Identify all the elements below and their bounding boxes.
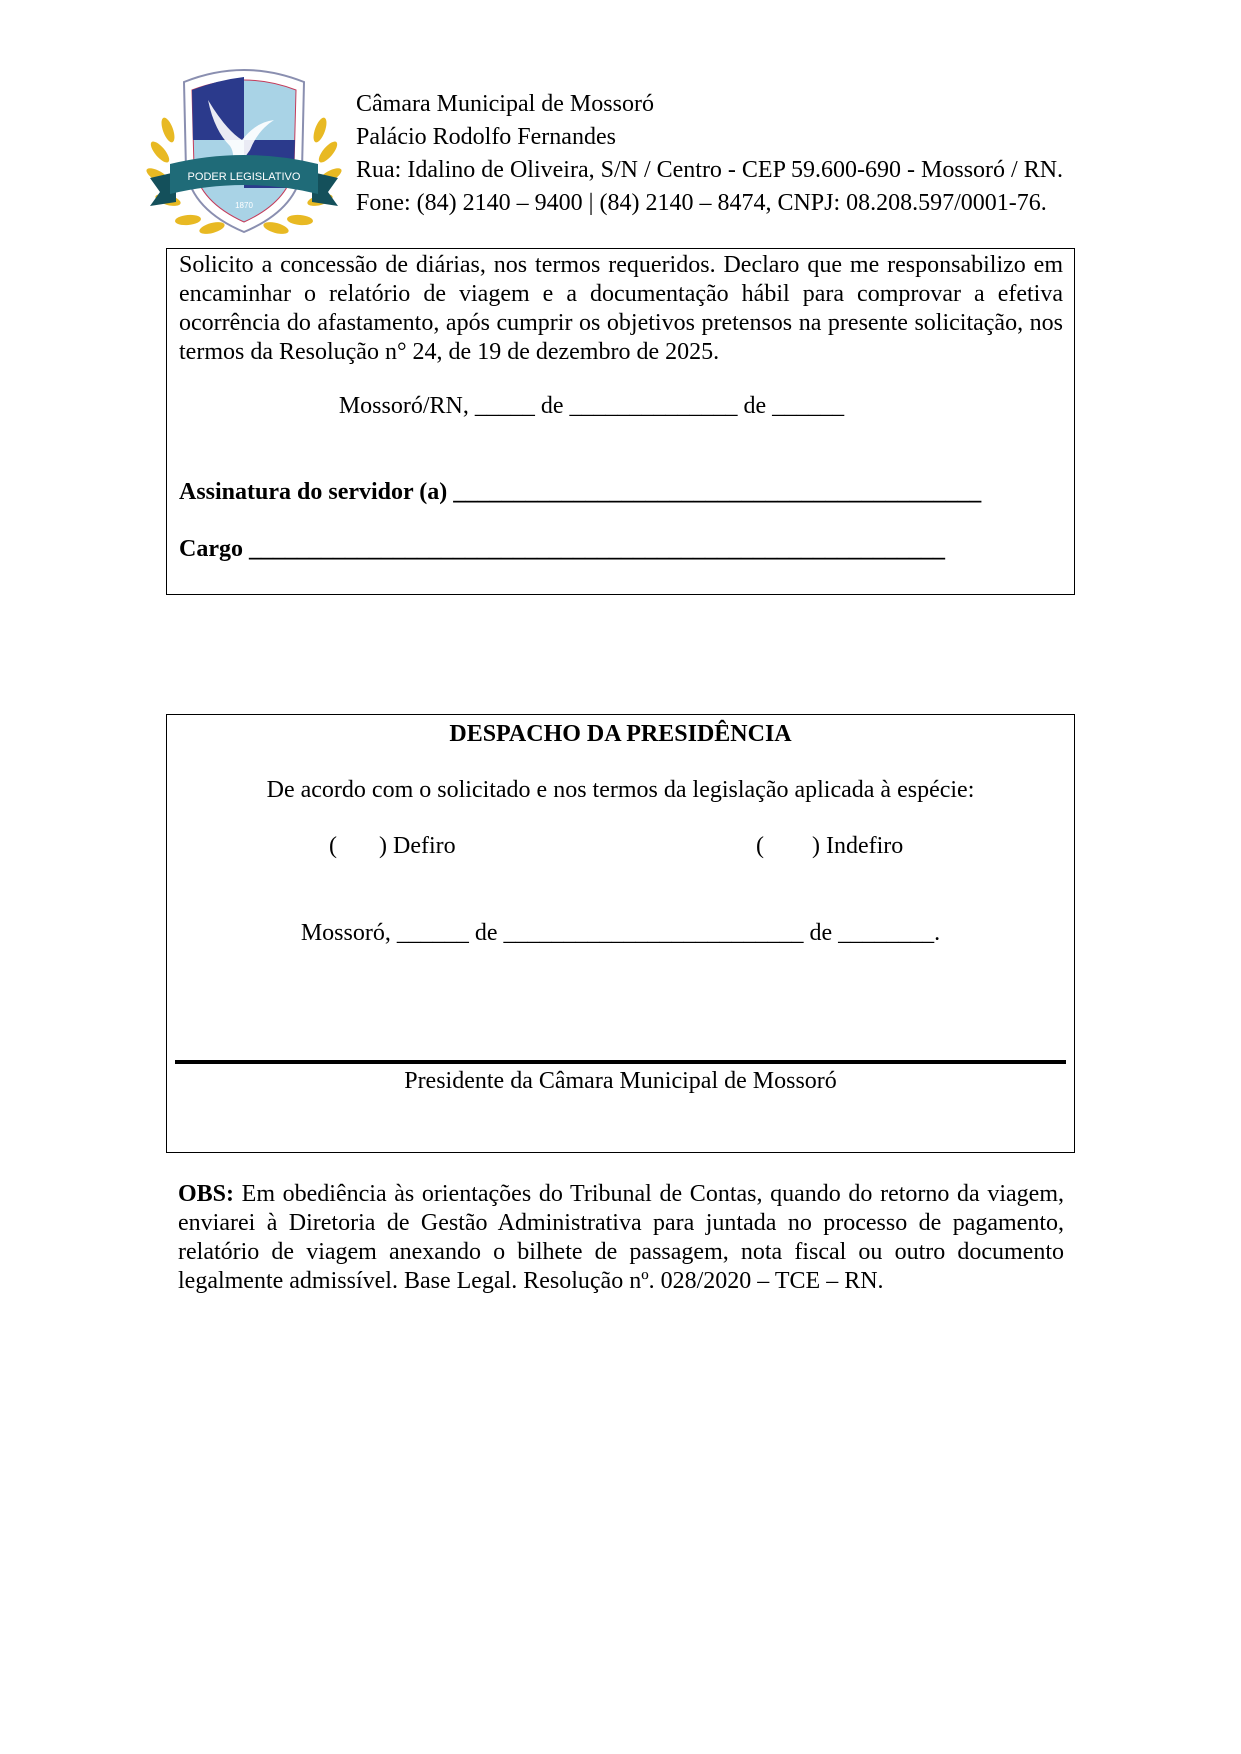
despacho-subtitle: De acordo com o solicitado e nos termos da legislação aplicada à espécie: [266,777,975,803]
obs-text: Em obediência às orientações do Tribunal de Contas, quando do retorno da viagem, enviarei à Diretoria de Gestão Administrativa para juntada no processo de pagamento, relatório de viagem anexando o bilhete de passagem, nota fiscal ou outro documento legalmente admissível. Base Legal. Resolução nº. 028/2020 – TCE – RN. [178,1181,1064,1294]
option-indefiro-checkbox[interactable]: ( ) Indefiro [756,833,904,859]
cargo-blank[interactable]: __________________________________________________________ [248,536,945,562]
logo-year: 1870 [235,201,253,210]
despacho-box [166,714,1075,1153]
request-box [166,248,1075,595]
obs-note [178,1180,1064,1296]
despacho-date-line[interactable]: Mossoró, ______ de _________________________ de ________. [300,920,941,946]
president-signature-line[interactable] [175,1060,1066,1064]
institution-name: Câmara Municipal de Mossoró [356,91,654,117]
despacho-title: DESPACHO DA PRESIDÊNCIA [449,721,792,747]
address: Rua: Idalino de Oliveira, S/N / Centro - CEP 59.600-690 - Mossoró / RN. [356,157,1064,183]
contact-info: Fone: (84) 2140 – 9400 | (84) 2140 – 8474, CNPJ: 08.208.597/0001-76. [356,190,1047,216]
obs-label: OBS: [178,1181,235,1207]
request-date-line[interactable] [167,393,1074,420]
signature-label: Assinatura do servidor (a) [179,479,448,505]
institution-header [356,88,1063,220]
signature-blank[interactable]: ____________________________________________ [453,479,982,505]
option-defiro-checkbox[interactable]: ( ) Defiro [329,833,456,859]
signature-field[interactable] [179,479,981,506]
request-date-text[interactable]: Mossoró/RN, _____ de ______________ de ______ [338,393,845,419]
cargo-field[interactable] [179,536,945,563]
president-title: Presidente da Câmara Municipal de Mossoró [404,1068,837,1094]
coat-of-arms-icon [146,60,342,238]
palace-name: Palácio Rodolfo Fernandes [356,124,616,150]
ribbon-text: PODER LEGISLATIVO [187,171,301,183]
request-paragraph: Solicito a concessão de diárias, nos termos requeridos. Declaro que me responsabilizo em encaminhar o relatório de viagem e a documentação hábil para comprovar a efetiva ocorrência do afastamento, após cumprir os objetivos pretensos na presente solicitação, nos termos da Resolução n° 24, de 19 de dezembro de 2025. [179,252,1063,365]
cargo-label: Cargo [179,536,243,562]
